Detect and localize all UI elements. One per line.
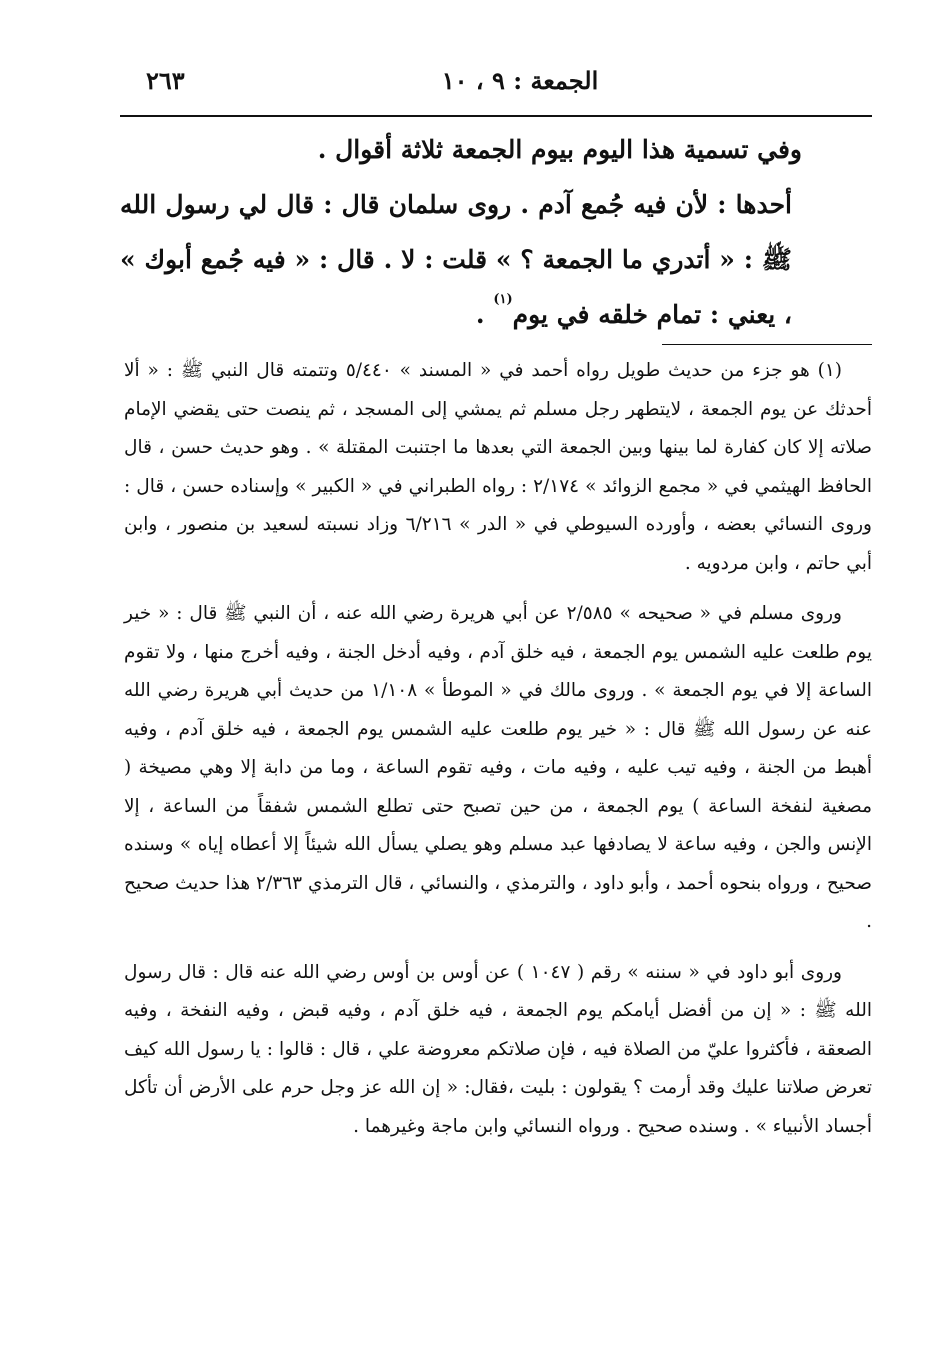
footnote-paragraph-3: وروى أبو داود في « سننه » رقم ( ١٠٤٧ ) عن أوس بن أوس رضي الله عنه قال : قال رسول الله ﷺ : « إن من أفضل أيامكم يوم الجمعة ، فيه خلق آدم ، وفيه قبض ، وفيه النفخة ، وفيه الصعقة ، فأكثروا عليّ من الصلاة فيه ، فإن صلاتكم معروضة علي ، قال : قالوا : يا رسول الله كيف تعرض صلاتنا عليك وقد أرمت ؟ يقولون : بليت ،فقال: « إن الله عز وجل حرم على الأرض أن تأكل أجساد الأنبياء » . وسنده صحيح . ورواه النسائي وابن ماجة وغيرهما .: [124, 961, 873, 1137]
main-paragraph-2-text: أحدها : لأن فيه جُمع آدم . روى سلمان قال : قال لي رسول الله ﷺ : « أتدري ما الجمعة ؟ » قلت : لا . قال : « فيه جُمع أبوك » ، يعني : تمام خلقه في يوم: [120, 190, 792, 329]
footnote-reference: (١): [493, 292, 513, 307]
footnote-rule: [662, 344, 872, 345]
header-rule: [120, 115, 872, 117]
footnote-1: (١) هو جزء من حديث طويل رواه أحمد في « المسند » ٥/٤٤٠ وتتمته قال النبي ﷺ : « ألا أحدثك عن يوم الجمعة ، لايتطهر رجل مسلم ثم يمشي إلى المسجد ، ثم ينصت حتى يقضي الإمام صلاته إلا كان كفارة لما بينها وبين الجمعة التي بعدها ما اجتنبت المقتلة » . وهو حديث حسن ، قال الحافظ الهيثمي في « مجمع الزوائد » ٢/١٧٤ : رواه الطبراني في « الكبير » وإسناده حسن ، قال : وروى النسائي بعضه ، وأورده السيوطي في « الدر » ٦/٢١٦ وزاد نسبته لسعيد بن منصور ، وابن أبي حاتم ، وابن مردويه .: [124, 360, 873, 574]
running-title: الجمعة : ٩ ، ١٠: [441, 66, 599, 95]
main-text: [120, 122, 872, 342]
main-paragraph-2: [120, 177, 872, 342]
main-paragraph-2-end: .: [475, 300, 494, 329]
footnote-paragraph-2: وروى مسلم في « صحيحه » ٢/٥٨٥ عن أبي هريرة رضي الله عنه ، أن النبي ﷺ قال : « خير يوم طلعت عليه الشمس يوم الجمعة ، فيه خلق آدم ، وفيه أدخل الجنة ، وفيه أخرج منها ، ولا تقوم الساعة إلا في يوم الجمعة » . وروى مالك في « الموطأ » ١/١٠٨ من حديث أبي هريرة رضي الله عنه عن رسول الله ﷺ قال : « خير يوم طلعت عليه الشمس يوم الجمعة ، فيه خلق آدم ، وفيه أهبط من الجنة ، وفيه تيب عليه ، وفيه مات ، وفيه تقوم الساعة ، وما من دابة إلا وهي مصيخة ( مصغية لنفخة الساعة ) يوم الجمعة ، من حين تصبح حتى تطلع الشمس شفقاً من الساعة ، إلا الإنس والجن ، وفيه ساعة لا يصادفها عبد مسلم وهو يصلي يسأل الله شيئاً إلا أعطاه إياه » وسنده صحيح ، ورواه بنحوه أحمد ، وأبو داود ، والترمذي ، والنسائي ، قال الترمذي ٢/٣٦٣ هذا حديث صحيح .: [124, 603, 872, 932]
page-number: ٢٦٣: [146, 66, 185, 95]
main-paragraph-1: وفي تسمية هذا اليوم بيوم الجمعة ثلاثة أقوال .: [317, 135, 802, 164]
footnotes: [124, 352, 872, 1158]
page-header: [120, 62, 870, 102]
